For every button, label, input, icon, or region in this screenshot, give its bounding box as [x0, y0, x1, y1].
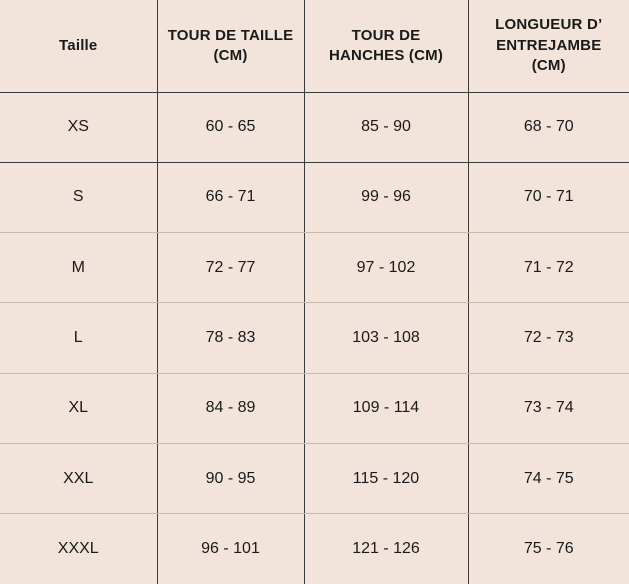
- cell-waist: 90 - 95: [157, 443, 304, 513]
- cell-size: XXL: [0, 443, 157, 513]
- table-row: [0, 303, 629, 373]
- cell-inseam: 71 - 72: [468, 233, 629, 303]
- cell-waist: 60 - 65: [157, 92, 304, 162]
- cell-inseam: 72 - 73: [468, 303, 629, 373]
- cell-inseam: 75 - 76: [523, 540, 574, 558]
- table-row: [0, 92, 629, 162]
- cell-hips: 115 - 120: [304, 443, 468, 513]
- cell-hips: 109 - 114: [304, 373, 468, 443]
- cell-waist: 72 - 77: [157, 233, 304, 303]
- cell-hips: 97 - 102: [304, 233, 468, 303]
- table-row: [0, 373, 629, 443]
- cell-hips: 121 - 126: [304, 514, 468, 584]
- cell-size: L: [0, 303, 157, 373]
- table-row: [0, 233, 629, 303]
- cell-size: XXXL: [0, 514, 157, 584]
- cell-inseam: 74 - 75: [468, 443, 629, 513]
- table-body: [0, 92, 629, 584]
- cell-hips: 85 - 90: [304, 92, 468, 162]
- cell-waist: 78 - 83: [157, 303, 304, 373]
- cell-size: XL: [0, 373, 157, 443]
- column-header-size: Taille: [0, 0, 157, 92]
- cell-waist: 66 - 71: [157, 162, 304, 232]
- table-row: [0, 162, 629, 232]
- column-header-inseam: LONGUEUR D’ ENTREJAMBE (CM): [468, 0, 629, 92]
- table-header: [0, 0, 629, 92]
- table-row: [0, 443, 629, 513]
- cell-hips: 99 - 96: [304, 162, 468, 232]
- cell-hips: 103 - 108: [304, 303, 468, 373]
- cell-inseam: 68 - 70: [468, 92, 629, 162]
- cell-size: M: [0, 233, 157, 303]
- column-header-hips: TOUR DE HANCHES (CM): [304, 0, 468, 92]
- cell-size: XS: [0, 92, 157, 162]
- table-header-row: [0, 0, 629, 92]
- column-header-waist: TOUR DE TAILLE (CM): [157, 0, 304, 92]
- table-row: [0, 514, 629, 584]
- cell-waist: 96 - 101: [157, 514, 304, 584]
- cell-inseam: 70 - 71: [468, 162, 629, 232]
- cell-size: S: [0, 162, 157, 232]
- cell-inseam: 73 - 74: [468, 373, 629, 443]
- cell-waist: 84 - 89: [157, 373, 304, 443]
